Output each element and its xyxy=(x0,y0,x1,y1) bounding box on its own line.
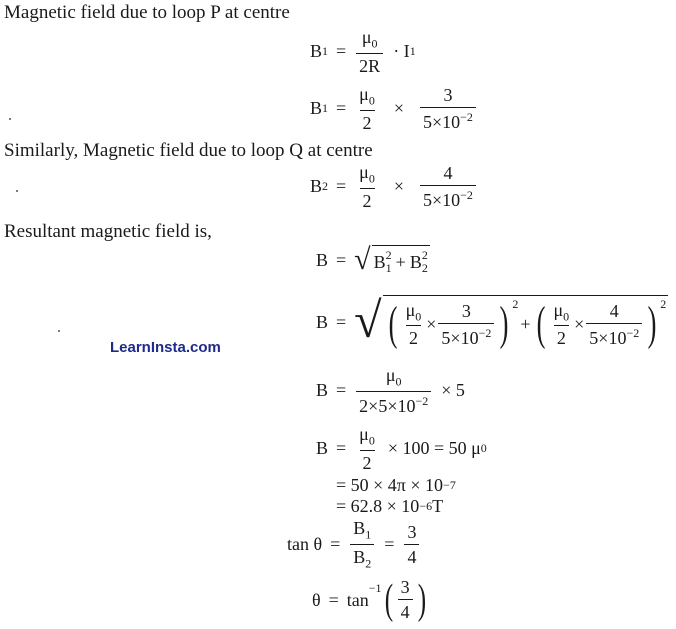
paren-open: ( xyxy=(388,297,398,350)
denominator: 2 xyxy=(360,188,375,210)
exponent: −2 xyxy=(478,325,492,340)
unit-tesla: T xyxy=(432,496,444,516)
fraction-3-over-5e-2 xyxy=(438,302,494,347)
paren-open: ( xyxy=(384,576,393,623)
exponent: 2 xyxy=(512,297,519,311)
denominator: 2R xyxy=(356,53,383,75)
mu: μ xyxy=(359,162,369,182)
symbol-b: B xyxy=(373,251,386,272)
equation-tan-theta xyxy=(287,519,421,569)
exponent: −6 xyxy=(419,499,433,513)
paren-open: ( xyxy=(536,297,545,350)
symbol-b: B xyxy=(316,380,329,401)
sub: 1 xyxy=(322,101,329,116)
mu: μ xyxy=(553,299,564,320)
text-line-loop-q: Similarly, Magnetic field due to loop Q at centre xyxy=(4,140,373,161)
exponent: 2 xyxy=(660,297,667,311)
times: × xyxy=(393,176,404,197)
equals: = xyxy=(336,98,347,119)
numerator: 3 xyxy=(443,84,453,105)
radical-sign: √ xyxy=(354,292,382,348)
times-five: × 5 xyxy=(441,380,465,401)
denominator: 4 xyxy=(404,544,419,566)
equals: = xyxy=(336,438,347,459)
fraction-3-4 xyxy=(398,578,413,621)
sub: 2 xyxy=(365,556,372,571)
paren-close: ) xyxy=(417,576,426,623)
mu: μ xyxy=(405,299,416,320)
equation-b1-values xyxy=(310,85,478,132)
sub: 0 xyxy=(395,374,402,389)
sub: 0 xyxy=(563,309,570,324)
numerator: 4 xyxy=(609,300,619,321)
plus: + xyxy=(395,251,406,272)
equals: = xyxy=(336,250,347,270)
symbol-b: B xyxy=(353,518,366,538)
exponent: −7 xyxy=(443,478,456,492)
exponent: −2 xyxy=(415,393,429,408)
fraction-mu0-2 xyxy=(403,301,425,348)
five-times-ten: 5×10 xyxy=(422,189,461,210)
equation-b-expanded xyxy=(316,292,668,350)
times: × xyxy=(393,98,404,119)
value-62-8: = 62.8 × 10 xyxy=(336,496,420,516)
equation-theta xyxy=(312,578,429,621)
exponent: −2 xyxy=(460,109,473,124)
equals: = xyxy=(336,41,347,62)
numerator: 3 xyxy=(461,300,471,321)
mu: μ xyxy=(359,424,369,444)
sub: 0 xyxy=(368,93,375,108)
fraction-mu0-2 xyxy=(356,425,378,472)
denominator: 2 xyxy=(554,325,569,347)
text-line-loop-p: Magnetic field due to loop P at centre xyxy=(4,2,290,23)
equals: = xyxy=(384,534,395,555)
fraction-3-over-5e-2 xyxy=(420,86,476,131)
radical-sign: √ xyxy=(354,243,371,276)
mu: μ xyxy=(385,365,396,385)
watermark-learninsta: LearnInsta.com xyxy=(110,339,221,356)
tan: tan xyxy=(346,589,369,610)
equals: = xyxy=(336,176,347,197)
equation-62-8 xyxy=(336,497,443,515)
square-root xyxy=(354,292,668,350)
denominator: 2 xyxy=(360,450,375,472)
times-hundred: × 100 = 50 μ xyxy=(387,438,481,459)
equals: = xyxy=(328,589,339,610)
times: × xyxy=(426,314,437,334)
exponent: −2 xyxy=(626,325,640,340)
equation-b-sqrt xyxy=(316,245,430,275)
symbol-b: B xyxy=(310,98,323,119)
symbol-b: B xyxy=(310,176,323,197)
equation-b1-general xyxy=(310,28,416,75)
theta: θ xyxy=(312,589,321,610)
numerator: 3 xyxy=(407,521,417,542)
scan-speck xyxy=(16,190,18,192)
mu: μ xyxy=(359,84,369,104)
scan-speck xyxy=(58,330,60,332)
fraction-3-4 xyxy=(404,523,419,566)
fraction-mu0-over-2x5e-2 xyxy=(356,366,431,415)
denominator: 2 xyxy=(406,325,421,347)
plus: + xyxy=(520,314,531,334)
denominator: 2 xyxy=(360,110,375,132)
symbol-b: B xyxy=(316,250,329,270)
text-line-resultant: Resultant magnetic field is, xyxy=(4,221,212,242)
sub: 0 xyxy=(480,441,487,456)
times: × xyxy=(574,314,585,334)
symbol-b: B xyxy=(310,41,323,62)
fraction-mu0-2r xyxy=(356,28,383,75)
five-times-ten: 5×10 xyxy=(422,111,461,132)
value-50-4pi: = 50 × 4π × 10 xyxy=(336,475,444,495)
paren-close: ) xyxy=(499,297,509,350)
equals: = xyxy=(336,380,347,401)
exponent: −1 xyxy=(368,581,382,595)
equation-b-simplified xyxy=(316,366,465,415)
sub: 2 xyxy=(322,179,329,194)
fraction-b1-b2 xyxy=(350,519,374,569)
sub: 0 xyxy=(371,36,378,51)
numerator: 4 xyxy=(443,162,453,183)
mu: μ xyxy=(361,27,372,47)
symbol-b: B xyxy=(409,251,422,272)
paren-close: ) xyxy=(647,297,657,350)
symbol-b: B xyxy=(316,438,329,459)
equation-b-50mu0 xyxy=(316,425,487,472)
square-root xyxy=(354,245,430,275)
dot-i: · I xyxy=(393,41,410,62)
equation-b2-values xyxy=(310,163,478,210)
exponent: −2 xyxy=(460,187,473,202)
sub: 0 xyxy=(368,171,375,186)
sub: 2 xyxy=(421,260,428,275)
fraction-mu0-2 xyxy=(356,163,378,210)
tan-theta: tan θ xyxy=(287,534,323,555)
fraction-mu0-2 xyxy=(550,301,572,348)
scan-speck xyxy=(9,118,11,120)
sub: 1 xyxy=(385,260,392,275)
symbol-b: B xyxy=(316,311,329,332)
equals: = xyxy=(330,534,341,555)
five-times-ten: 5×10 xyxy=(589,327,627,348)
fraction-4-over-5e-2 xyxy=(586,302,642,347)
sub: 1 xyxy=(365,527,372,542)
sub: 0 xyxy=(415,309,422,324)
fraction-4-over-5e-2 xyxy=(420,164,476,209)
sub: 0 xyxy=(368,433,375,448)
fraction-mu0-2 xyxy=(356,85,378,132)
exponent: 2 xyxy=(421,247,428,262)
sub: 1 xyxy=(322,44,329,59)
five-times-ten: 5×10 xyxy=(441,327,479,348)
two-times-five-times-ten: 2×5×10 xyxy=(359,395,416,416)
denominator: 4 xyxy=(398,599,413,621)
symbol-b: B xyxy=(353,546,366,567)
equals: = xyxy=(336,311,347,332)
sub: 1 xyxy=(409,44,416,59)
numerator: 3 xyxy=(400,577,410,597)
equation-4pi xyxy=(336,476,456,494)
exponent: 2 xyxy=(385,247,392,262)
